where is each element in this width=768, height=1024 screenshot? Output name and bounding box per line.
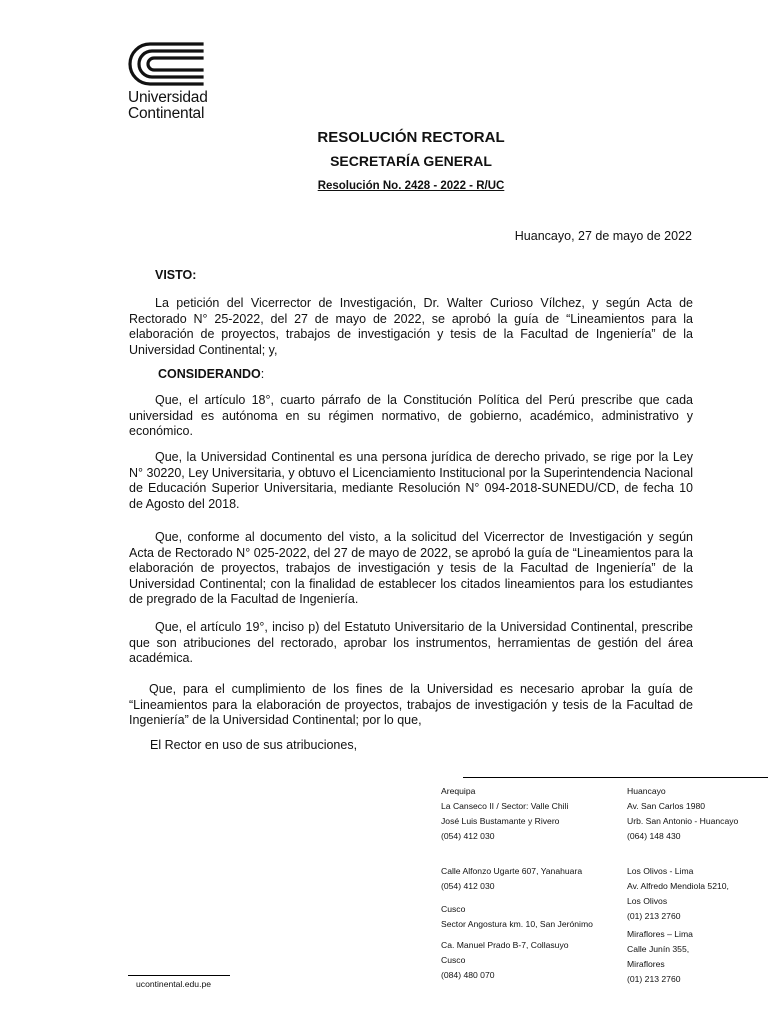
footer-address: Ca. Manuel Prado B-7, Collasuyo bbox=[441, 940, 569, 950]
footer-address: José Luis Bustamante y Rivero bbox=[441, 816, 560, 826]
footer-cusco-2 bbox=[441, 938, 569, 983]
university-logo-mark bbox=[128, 42, 228, 86]
footer-city: Miraflores – Lima bbox=[627, 929, 693, 939]
logo-line-2: Continental bbox=[128, 105, 205, 122]
considerando-heading: CONSIDERANDO: bbox=[158, 367, 265, 381]
website-link[interactable]: ucontinental.edu.pe bbox=[136, 979, 212, 989]
footer-phone: (064) 148 430 bbox=[627, 831, 681, 841]
considerando-paragraph-1: Que, el artículo 18°, cuarto párrafo de la Constitución Política del Perú prescribe que cada universidad es autónoma en su régimen normativo, de gobierno, académico, administrativo y económico. bbox=[129, 393, 693, 438]
considerando-paragraph-4: Que, el artículo 19°, inciso p) del Estatuto Universitario de la Universidad Continental, prescribe que son atribuciones del rectorado, aprobar los instrumentos, herramientas de gestión del área académica. bbox=[129, 620, 693, 665]
considerando-paragraph-2: Que, la Universidad Continental es una persona jurídica de derecho privado, se rige por la Ley N° 30220, Ley Universitaria, y obtuvo el Licenciamiento Institucional por la Superintendencia Nacional de Educación Superior Universitaria, mediante Resolución N° 094-2018-SUNEDU/CD, de fecha 10 de Agosto del 2018. bbox=[129, 450, 693, 511]
footer-city: Los Olivos - Lima bbox=[627, 866, 694, 876]
footer-huancayo bbox=[627, 784, 738, 844]
document-title: RESOLUCIÓN RECTORAL bbox=[317, 129, 505, 146]
footer-address: Los Olivos bbox=[627, 896, 668, 906]
footer-city: Arequipa bbox=[441, 786, 476, 796]
footer-cusco bbox=[441, 902, 593, 932]
considerando-paragraph-3: Que, conforme al documento del visto, a la solicitud del Vicerrector de Investigación y según Acta de Rectorado N° 025-2022, del 27 de mayo de 2022, se aprobó la guía de “Lineamientos para la elaboración de proyectos, trabajos de investigación y tesis de la Facultad de Ingeniería” de la Universidad Continental; con la finalidad de establecer los citados lineamientos para los estudiantes de pregrado de la Facultad de Ingeniería. bbox=[129, 530, 693, 606]
logo-c-icon bbox=[128, 42, 204, 86]
document-date: Huancayo, 27 de mayo de 2022 bbox=[514, 229, 692, 243]
footer-arequipa-2 bbox=[441, 864, 582, 894]
footer-address: Av. San Carlos 1980 bbox=[627, 801, 706, 811]
footer-city: Cusco bbox=[441, 955, 466, 965]
logo-line-1: Universidad bbox=[128, 89, 208, 106]
footer-address: Sector Angostura km. 10, San Jerónimo bbox=[441, 919, 593, 929]
footer-address: Calle Junín 355, bbox=[627, 944, 690, 954]
document-subtitle: SECRETARÍA GENERAL bbox=[330, 153, 492, 169]
resolution-number: Resolución No. 2428 - 2022 - R/UC bbox=[317, 180, 505, 192]
closing-line: El Rector en uso de sus atribuciones, bbox=[150, 738, 358, 752]
visto-paragraph: La petición del Vicerrector de Investigación, Dr. Walter Curioso Vílchez, y según Acta de Rectorado N° 25-2022, del 27 de mayo de 2022, se aprobó la guía de “Lineamientos para la elaboración de proyectos, trabajos de investigación y tesis de la Facultad de Ingeniería” de la Universidad Continental; y, bbox=[129, 296, 693, 357]
website-divider bbox=[128, 975, 230, 976]
footer-address: Calle Alfonzo Ugarte 607, Yanahuara bbox=[441, 866, 583, 876]
footer-city: Huancayo bbox=[627, 786, 666, 796]
footer-phone: (01) 213 2760 bbox=[627, 911, 681, 921]
footer-arequipa bbox=[441, 784, 568, 844]
footer-phone: (01) 213 2760 bbox=[627, 974, 681, 984]
footer-los-olivos bbox=[627, 864, 729, 924]
footer-address: Av. Alfredo Mendiola 5210, bbox=[627, 881, 729, 891]
footer-divider bbox=[463, 777, 768, 778]
visto-heading: VISTO: bbox=[155, 268, 197, 282]
considerando-label: CONSIDERANDO bbox=[158, 367, 261, 381]
university-logo-text bbox=[128, 90, 208, 122]
footer-phone: (084) 480 070 bbox=[441, 970, 495, 980]
footer-phone: (054) 412 030 bbox=[441, 881, 495, 891]
footer-address: Urb. San Antonio - Huancayo bbox=[627, 816, 739, 826]
footer-city: Cusco bbox=[441, 904, 466, 914]
considerando-paragraph-5: Que, para el cumplimiento de los fines de la Universidad es necesario aprobar la guía de “Lineamientos para la elaboración de proyectos, trabajos de investigación y tesis de la Facultad de Ingeniería” de la Universidad Continental; por lo que, bbox=[129, 682, 693, 727]
footer-address: Miraflores bbox=[627, 959, 665, 969]
footer-phone: (054) 412 030 bbox=[441, 831, 495, 841]
footer-miraflores bbox=[627, 927, 693, 987]
footer-address: La Canseco II / Sector: Valle Chili bbox=[441, 801, 569, 811]
